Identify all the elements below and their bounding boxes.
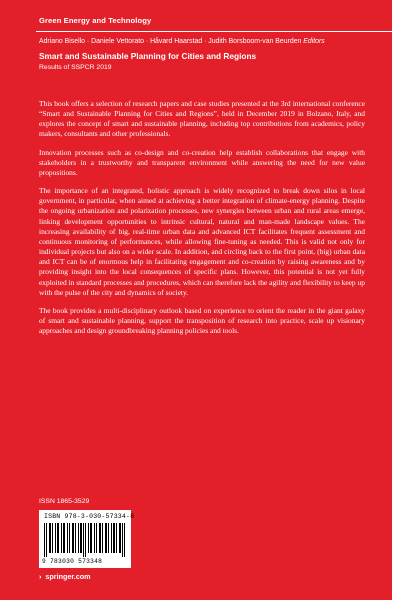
barcode-digits: 9 783030 573348 bbox=[42, 558, 103, 565]
book-title: Smart and Sustainable Planning for Cities and Regions bbox=[39, 51, 257, 61]
editors-line bbox=[39, 38, 325, 45]
series-divider bbox=[36, 31, 392, 32]
blurb-text bbox=[39, 99, 365, 344]
barcode-bars-icon bbox=[44, 523, 126, 557]
blurb-paragraph: The importance of an integrated, holistic approach is widely recognized to break down silos in local government, in particular, when aimed at achieving a better integration of climate-energy planning. Despite the ongoing urbanization and polarization processes, new synergies between urban and rural areas emerge, linking development opportunities to intrinsic cultural, natural and man-made landscape values. The increasing availability of big, real-time urban data and advanced ICT facilitates frequent assessment and continuous monitoring of performances, while allowing fine-tuning as needed. This is valid not only for individual projects but also on a wider scale. In addition, and circling back to the first point, (big) urban data and ICT can be of enormous help in facilitating engagement and co-creation by raising awareness and by providing insight into the local consequences of specific plans. However, this potential is not yet fully exploited in standard processes and procedures, which can therefore lack the agility and flexibility to keep up with the pulse of the city and dynamics of society. bbox=[39, 186, 365, 297]
isbn-label: ISBN 978-3-030-57334-8 bbox=[44, 513, 135, 520]
blurb-paragraph: This book offers a selection of research papers and case studies presented at the 3rd international conference “Smart and Sustainable Planning for Cities and Regions”, held in December 2019 in Bolzano, Italy, and explores the concept of smart and sustainable planning, including top contributions from academics, policy makers, consultants and other professionals. bbox=[39, 99, 365, 139]
barcode-box bbox=[39, 510, 135, 568]
chevron-right-icon: › bbox=[39, 572, 42, 581]
blurb-paragraph: The book provides a multi-disciplinary outlook based on experience to orient the reader in the giant galaxy of smart and sustainable planning, support the transposition of research into practice, scale up visionary approaches and design groundbreaking planning policies and tools. bbox=[39, 305, 365, 336]
editors-tag: Editors bbox=[303, 38, 325, 45]
book-subtitle: Results of SSPCR 2019 bbox=[39, 64, 112, 71]
page-margin bbox=[392, 0, 400, 600]
issn-label: ISSN 1865-3529 bbox=[39, 498, 90, 505]
series-name: Green Energy and Technology bbox=[39, 16, 152, 25]
publisher-url: springer.com bbox=[45, 572, 91, 581]
blurb-paragraph: Innovation processes such as co-design and co-creation help establish collaborations that engage with stakeholders in a trustworthy and transparent environment while answering the need for new value propositions. bbox=[39, 147, 365, 177]
publisher-link[interactable] bbox=[39, 572, 91, 581]
editor-names: Adriano Bisello · Daniele Vettorato · Håvard Haarstad · Judith Borsboom-van Beurden bbox=[39, 38, 302, 45]
